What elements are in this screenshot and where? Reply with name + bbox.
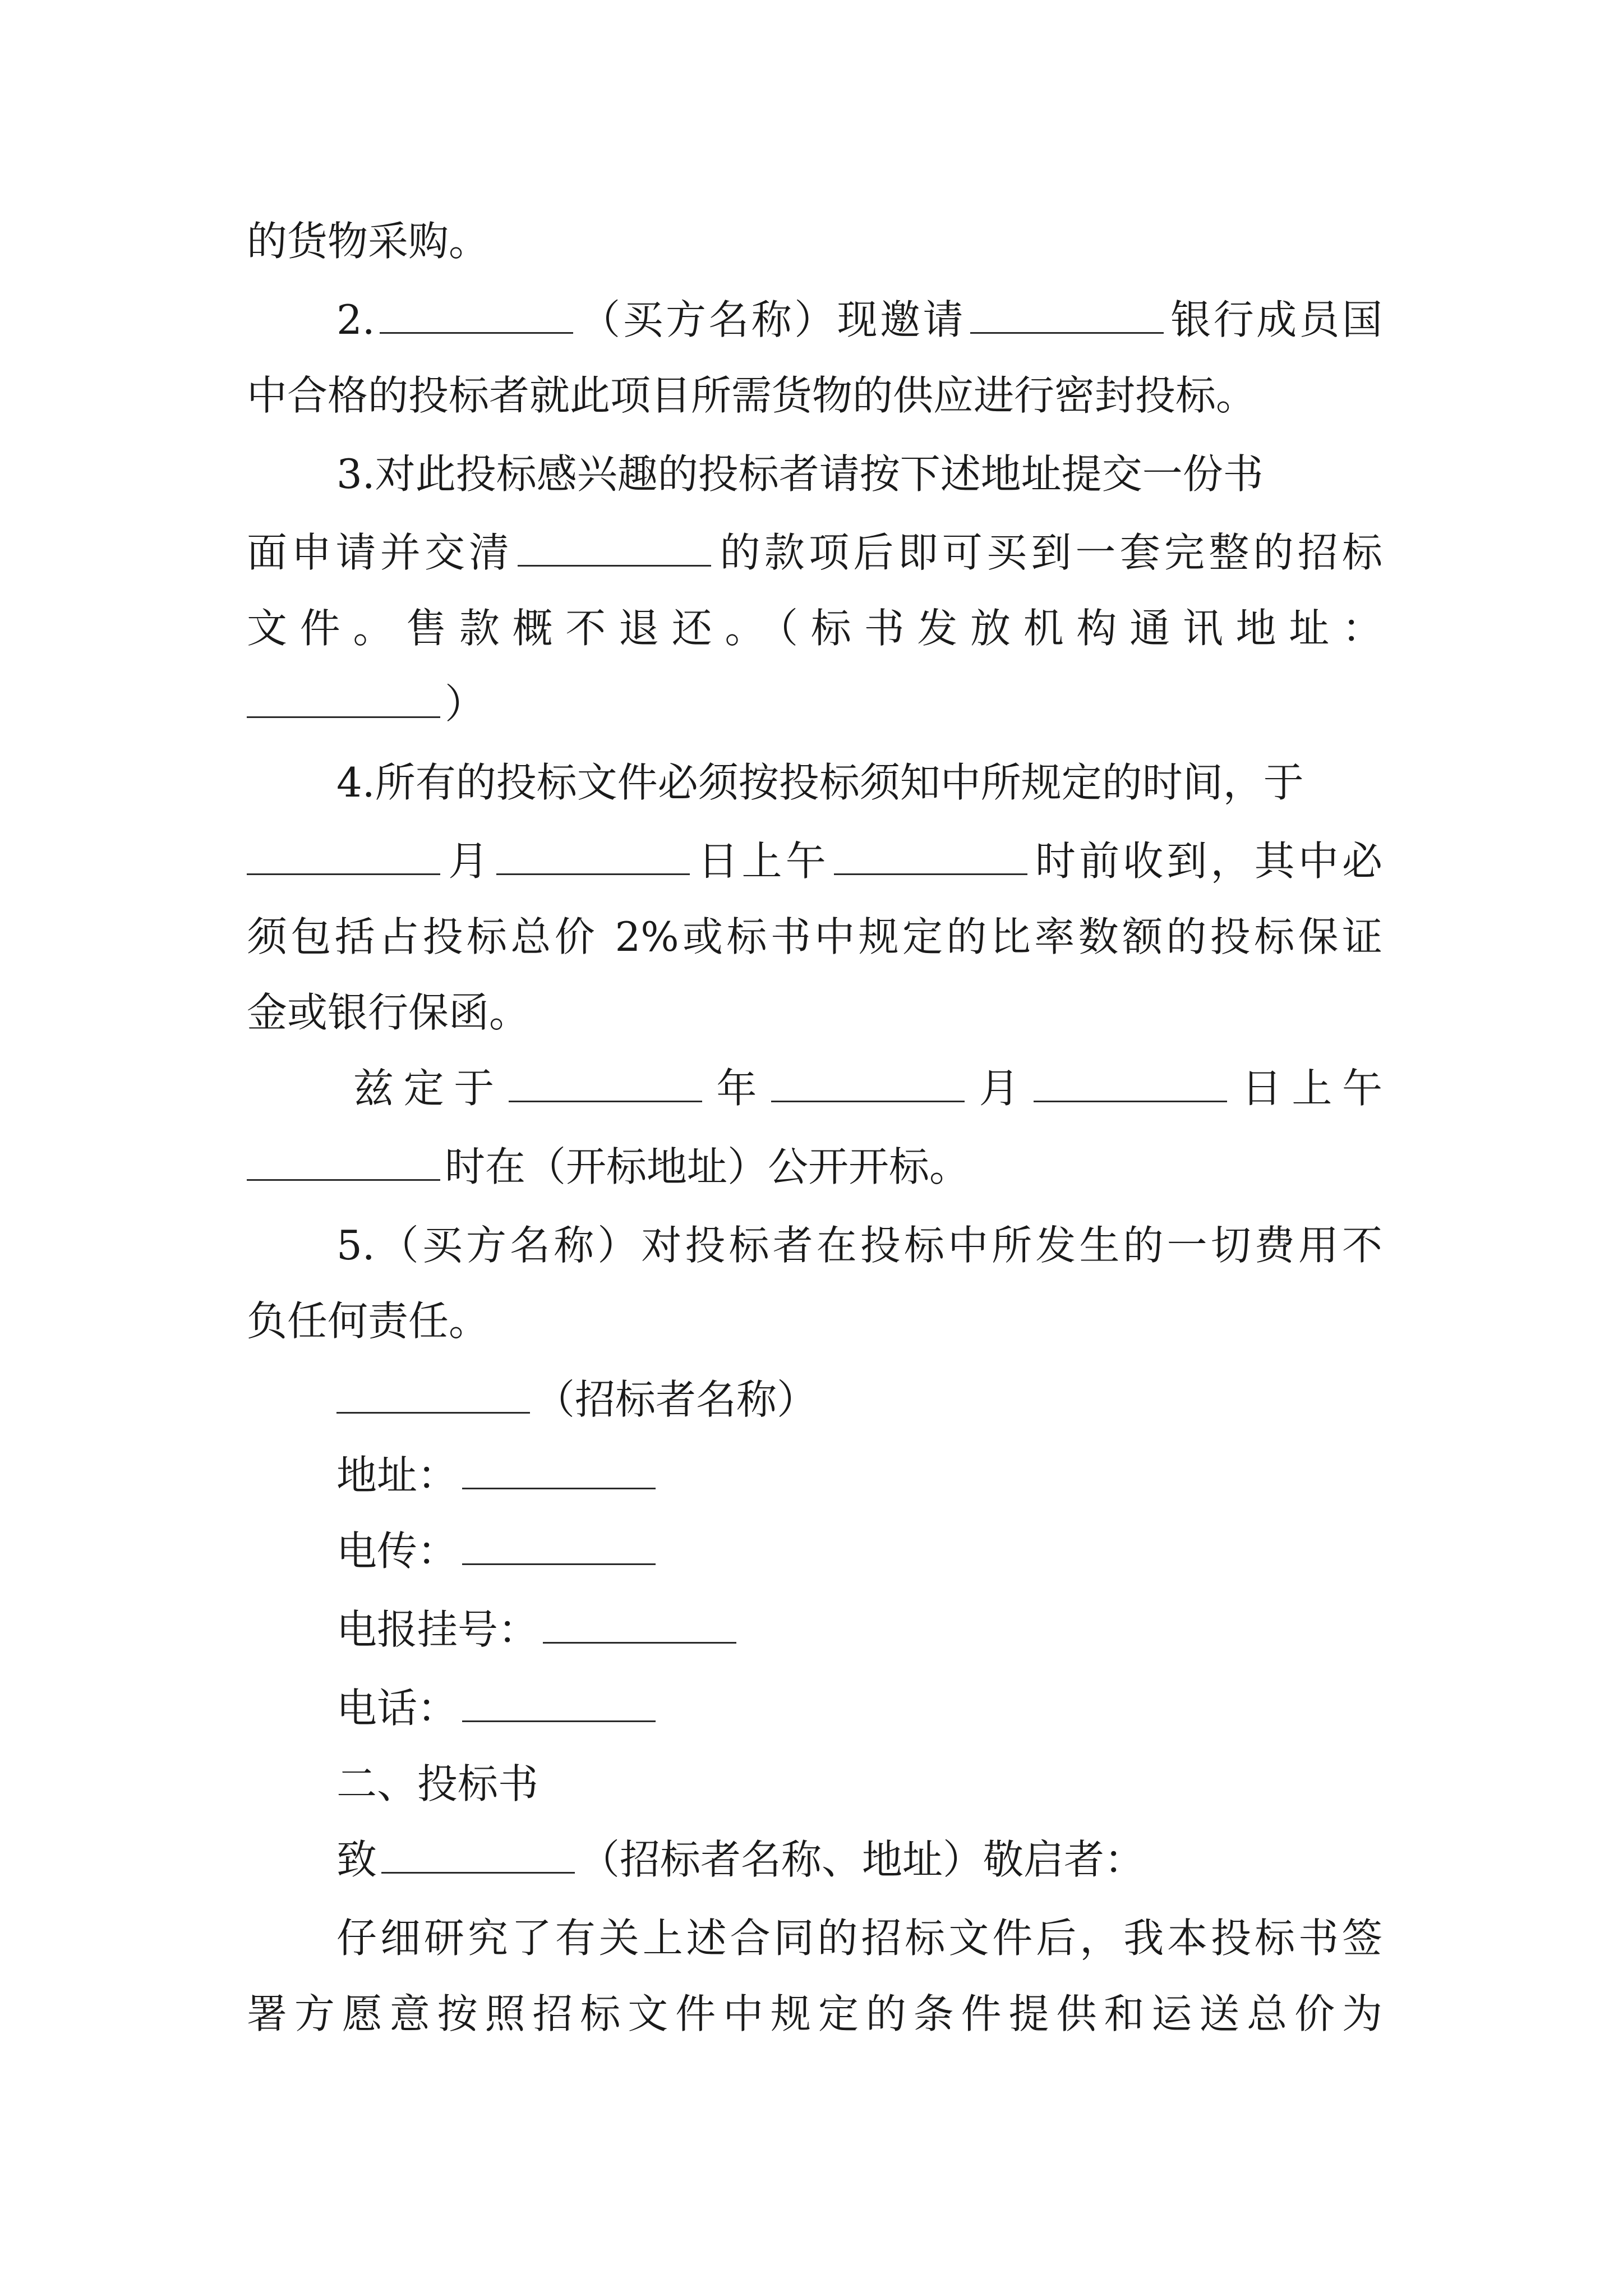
paragraph-line: [336, 1596, 741, 1663]
fill-in-blank[interactable]: [462, 1687, 656, 1722]
paragraph-line: [336, 1442, 660, 1509]
paragraph-line: [247, 1980, 1382, 2047]
text-segment: 月: [969, 1065, 1030, 1112]
paragraph-line: [336, 1826, 1145, 1893]
paragraph-line: [247, 979, 529, 1046]
paragraph-line: [336, 1366, 817, 1433]
text-segment: 日上午: [694, 838, 829, 885]
text-segment: 时在（开标地址）公开开标。: [445, 1143, 970, 1190]
text-segment: 兹定于: [353, 1065, 504, 1112]
fill-in-blank[interactable]: [247, 840, 440, 875]
text-segment: 中合格的投标者就此项目所需货物的供应进行密封投标。: [247, 372, 1257, 419]
text-segment: 2.: [336, 296, 375, 343]
text-segment: 4.所有的投标文件必须按投标须知中所规定的时间，于: [336, 759, 1304, 806]
text-segment: 负任何责任。: [247, 1297, 490, 1345]
paragraph-line: [247, 903, 1382, 970]
fill-in-blank[interactable]: [771, 1067, 965, 1102]
paragraph-line: [336, 1517, 660, 1585]
text-segment: （买方名称）现邀请: [577, 296, 966, 343]
paragraph-line: [247, 595, 1382, 662]
paragraph-line: [336, 1212, 1382, 1279]
text-segment: 致: [336, 1836, 377, 1883]
paragraph-line: [247, 208, 489, 275]
text-segment: （招标者名称、地址）敬启者：: [579, 1836, 1145, 1883]
fill-in-blank[interactable]: [381, 1838, 575, 1874]
paragraph-line: [336, 1674, 660, 1742]
paragraph-line: [336, 1904, 1382, 1972]
fill-in-blank[interactable]: [380, 298, 573, 334]
fill-in-blank[interactable]: [970, 298, 1164, 334]
paragraph-line: [247, 1133, 970, 1200]
text-segment: 须包括占投标总价 2%或标书中规定的比率数额的投标保证: [247, 913, 1382, 960]
fill-in-blank[interactable]: [834, 840, 1027, 875]
fill-in-blank[interactable]: [336, 1378, 530, 1414]
text-segment: 的货物采购。: [247, 218, 490, 265]
paragraph-line: [247, 1287, 489, 1355]
fill-in-blank[interactable]: [247, 683, 440, 718]
text-segment: ）: [445, 680, 486, 728]
text-segment: 3.对此投标感兴趣的投标者请按下述地址提交一份书: [336, 450, 1264, 498]
fill-in-blank[interactable]: [543, 1608, 736, 1644]
text-segment: 的款项后即可买到一套完整的招标: [716, 529, 1382, 576]
text-segment: 年: [706, 1065, 767, 1112]
text-segment: 日上午: [1232, 1065, 1382, 1112]
text-segment: 电报挂号：: [336, 1606, 539, 1653]
text-segment: 金或银行保函。: [247, 989, 530, 1036]
text-segment: 面申请并交清: [247, 529, 514, 576]
text-segment: 5.（买方名称）对投标者在投标中所发生的一切费用不: [336, 1222, 1382, 1269]
text-segment: （招标者名称）: [534, 1376, 818, 1423]
paragraph-line: [247, 519, 1382, 586]
paragraph-line: [336, 749, 1304, 816]
paragraph-line: [247, 362, 1256, 429]
fill-in-blank[interactable]: [1034, 1067, 1227, 1102]
paragraph-line: [247, 670, 485, 738]
text-segment: 银行成员国: [1168, 296, 1382, 343]
paragraph-line: [247, 827, 1382, 895]
text-segment: 地址：: [336, 1452, 458, 1499]
paragraph-line: [336, 440, 1264, 508]
text-segment: 署方愿意按照招标文件中规定的条件提供和运送总价为: [247, 1990, 1382, 2037]
section-heading: [336, 1750, 538, 1818]
text-segment: 仔细研究了有关上述合同的招标文件后，我本投标书签: [336, 1915, 1382, 1962]
fill-in-blank[interactable]: [247, 1145, 440, 1181]
text-segment: 文件。售款概不退还。（标书发放机构通讯地址：: [247, 605, 1382, 652]
fill-in-blank[interactable]: [462, 1530, 656, 1565]
fill-in-blank[interactable]: [518, 531, 711, 567]
fill-in-blank[interactable]: [509, 1067, 702, 1102]
text-segment: 二、投标书: [336, 1760, 539, 1807]
paragraph-line: [336, 286, 1382, 353]
text-segment: 电传：: [336, 1527, 458, 1575]
paragraph-line: [353, 1055, 1382, 1122]
text-segment: 月: [445, 838, 492, 885]
fill-in-blank[interactable]: [496, 840, 690, 875]
fill-in-blank[interactable]: [462, 1454, 656, 1489]
text-segment: 时前收到，其中必: [1031, 838, 1382, 885]
text-segment: 电话：: [336, 1685, 458, 1732]
